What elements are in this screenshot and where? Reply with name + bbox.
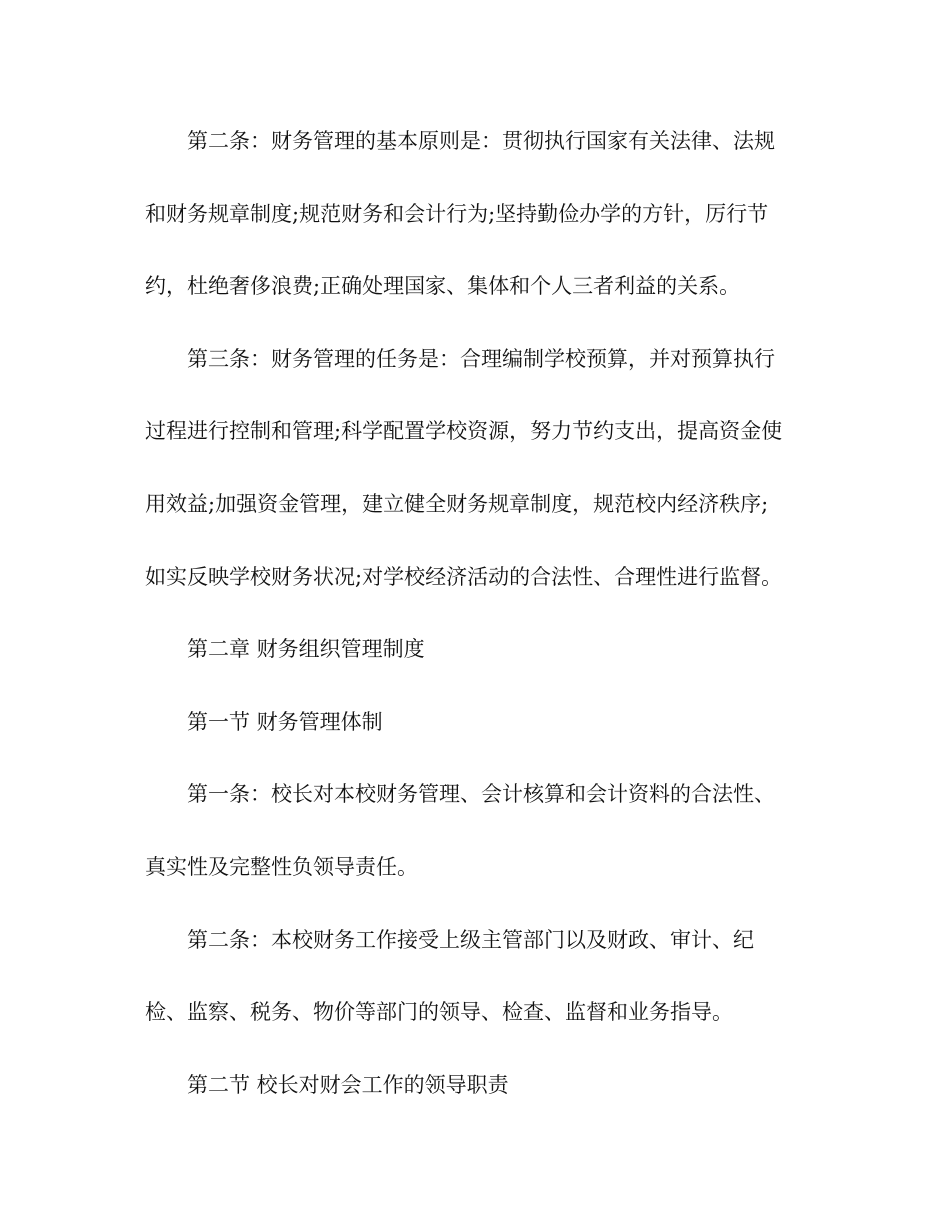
paragraph-article-2b-line-2: 检、监察、税务、物价等部门的领导、检查、监督和业务指导。 [145, 1000, 733, 1025]
paragraph-article-3-line-4: 如实反映学校财务状况;对学校经济活动的合法性、合理性进行监督。 [145, 564, 783, 589]
paragraph-article-2-line-1: 第二条：财务管理的基本原则是：贯彻执行国家有关法律、法规 [187, 129, 775, 153]
paragraph-article-3-line-3: 用效益;加强资金管理，建立健全财务规章制度，规范校内经济秩序; [145, 491, 769, 516]
paragraph-article-1-line-1: 第一条：校长对本校财务管理、会计核算和会计资料的合法性、 [187, 782, 775, 807]
paragraph-article-1-line-2: 真实性及完整性负领导责任。 [145, 854, 418, 879]
paragraph-article-2b-line-1: 第二条：本校财务工作接受上级主管部门以及财政、审计、纪 [187, 927, 754, 952]
paragraph-article-3-line-1: 第三条：财务管理的任务是：合理编制学校预算，并对预算执行 [187, 346, 775, 371]
paragraph-article-3-line-2: 过程进行控制和管理;科学配置学校资源，努力节约支出，提高资金使 [145, 419, 783, 444]
paragraph-article-2-line-3: 约，杜绝奢侈浪费;正确处理国家、集体和个人三者利益的关系。 [145, 274, 741, 299]
document-body [145, 126, 807, 1142]
section-heading-2: 第二节 校长对财会工作的领导职责 [187, 1072, 509, 1097]
chapter-heading: 第二章 财务组织管理制度 [187, 637, 425, 662]
section-heading-1: 第一节 财务管理体制 [187, 709, 383, 734]
paragraph-article-2-line-2: 和财务规章制度;规范财务和会计行为;坚持勤俭办学的方针，厉行节 [145, 201, 769, 226]
